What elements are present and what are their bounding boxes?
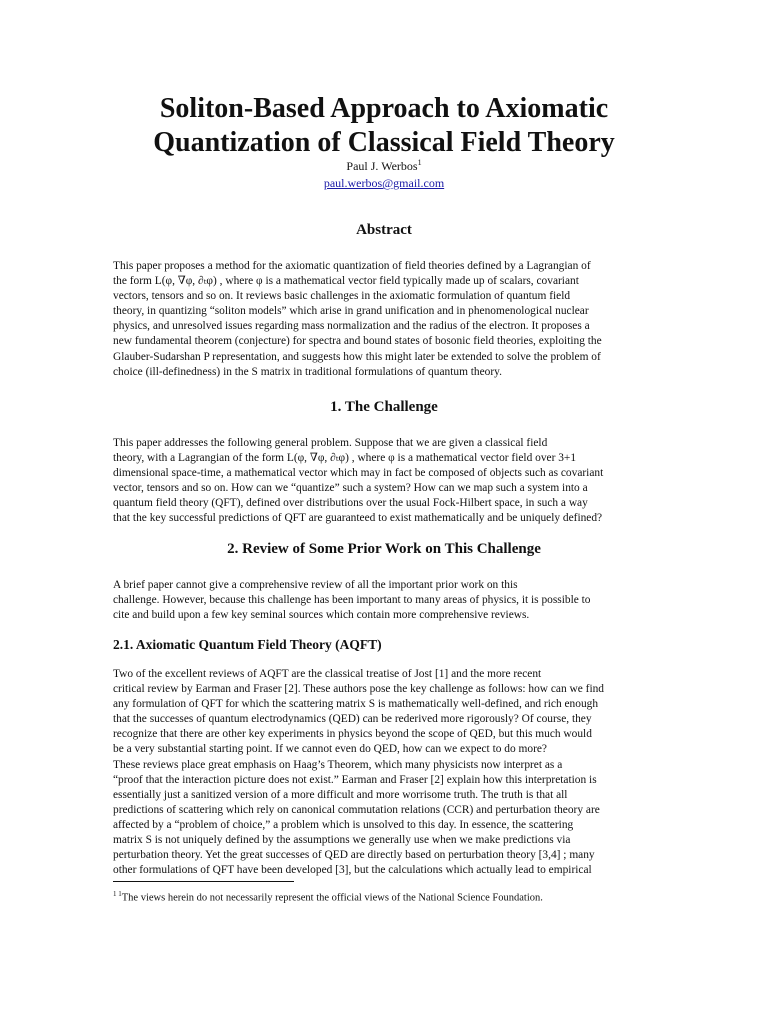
text-line: that the key successful predictions of QFT are guaranteed to exist mathematically and be uniquely defined? bbox=[113, 512, 603, 525]
text-line: theory, with a Lagrangian of the form L(φ, ∇φ, ∂ₜφ) , where φ is a mathematical vector field over 3+1 bbox=[113, 452, 577, 465]
text-line: This paper addresses the following general problem. Suppose that we are given a classical field bbox=[113, 437, 548, 449]
text-line: Glauber-Sudarshan P representation, and suggests how this might later be extended to solve the problem of bbox=[113, 350, 601, 363]
text-line: essentially just a sanitized version of a more difficult and more worrisome truth. The truth is that all bbox=[113, 788, 568, 801]
text-line: vectors, tensors and so on. It reviews basic challenges in the axiomatic formulation of quantum field bbox=[113, 290, 571, 303]
author-name bbox=[0, 159, 768, 173]
section-2-1-paragraph bbox=[113, 667, 658, 878]
text-line: These reviews place great emphasis on Haag’s Theorem, which many physicists now interpret as a bbox=[113, 758, 563, 771]
text-line: perturbation theory. Yet the great successes of QED are directly based on perturbation theory [3,4] ; many bbox=[113, 849, 595, 862]
text-line: affected by a “problem of choice,” a problem which is unsolved to this day. In essence, the scattering bbox=[113, 818, 574, 831]
text-line: dimensional space-time, a mathematical vector which may in fact be composed of objects such as covariant bbox=[113, 467, 604, 480]
footnote-mark: 1 1 bbox=[113, 890, 122, 898]
footnote bbox=[113, 888, 543, 905]
text-line: “proof that the interaction picture does not exist.” Earman and Fraser [2] explain how this interpretation is bbox=[113, 773, 597, 786]
text-line: Two of the excellent reviews of AQFT are the classical treatise of Jost [1] and the more recent bbox=[113, 668, 542, 680]
paper-title bbox=[0, 92, 768, 160]
footnote-text: The views herein do not necessarily represent the official views of the National Science Foundation. bbox=[121, 892, 543, 904]
text-line: quantum field theory (QFT), defined over distributions over the usual Fock-Hilbert space, in such a way bbox=[113, 497, 588, 510]
text-line: vector, tensors and so on. How can we “quantize” such a system? How can we map such a system into a bbox=[113, 482, 588, 495]
section-heading-2: 2. Review of Some Prior Work on This Challenge bbox=[227, 541, 541, 557]
text-line: predictions of scattering which rely on canonical commutation relations (CCR) and perturbation theory are bbox=[113, 803, 600, 816]
text-line: that the successes of quantum electrodynamics (QED) can be rederived more rigorously? Of course, they bbox=[113, 713, 592, 726]
text-line: critical review by Earman and Fraser [2]. These authors pose the key challenge as follows: how can we find bbox=[113, 683, 604, 696]
title-line: Soliton-Based Approach to Axiomatic bbox=[159, 93, 609, 124]
text-line: This paper proposes a method for the axiomatic quantization of field theories defined by a Lagrangian of bbox=[113, 260, 591, 272]
text-line: cite and build upon a few key seminal sources which contain more comprehensive reviews. bbox=[113, 609, 530, 622]
text-line: choice (ill-definedness) in the S matrix in traditional formulations of quantum theory. bbox=[113, 365, 502, 378]
text-line: A brief paper cannot give a comprehensive review of all the important prior work on this bbox=[113, 579, 518, 591]
section-heading-2-1: 2.1. Axiomatic Quantum Field Theory (AQFT) bbox=[113, 637, 382, 652]
text-line: theory, in quantizing “soliton models” which arise in grand unification and in phenomenological nuclear bbox=[113, 305, 589, 318]
section-1-paragraph bbox=[113, 436, 658, 527]
text-line: be a very substantial starting point. If we cannot even do QED, how can we expect to do more? bbox=[113, 743, 547, 756]
author-footnote-mark: 1 bbox=[417, 158, 422, 167]
text-line: the form L(φ, ∇φ, ∂ₜφ) , where φ is a mathematical vector field typically made up of scalars, covariant bbox=[113, 275, 579, 288]
footnote-separator bbox=[113, 881, 294, 882]
abstract-paragraph bbox=[113, 259, 658, 380]
text-line: recognize that there are other key experiments in physics beyond the scope of QED, but this much would bbox=[113, 728, 592, 741]
title-line: Quantization of Classical Field Theory bbox=[153, 127, 615, 158]
text-line: new fundamental theorem (conjecture) for spectra and bound states of bosonic field theories, exploiting the bbox=[113, 335, 602, 348]
email-link[interactable]: paul.werbos@gmail.com bbox=[323, 176, 445, 190]
abstract-heading: Abstract bbox=[356, 222, 412, 238]
section-2-paragraph bbox=[113, 578, 658, 623]
text-line: physics, and unresolved issues regarding mass normalization and the radius of the electron. It proposes a bbox=[113, 320, 590, 333]
author-text: Paul J. Werbos bbox=[346, 159, 418, 173]
text-line: other formulations of QFT have been developed [3], but the calculations which actually lead to empirical bbox=[113, 864, 592, 877]
text-line: challenge. However, because this challenge has been important to many areas of physics, it is possible to bbox=[113, 594, 591, 607]
text-line: matrix S is not uniquely defined by the assumptions we generally use when we make predictions via bbox=[113, 834, 571, 847]
author-email bbox=[0, 176, 768, 190]
section-heading-1: 1. The Challenge bbox=[330, 399, 438, 415]
text-line: any formulation of QFT for which the scattering matrix S is mathematically well-defined, and rich enough bbox=[113, 698, 599, 711]
